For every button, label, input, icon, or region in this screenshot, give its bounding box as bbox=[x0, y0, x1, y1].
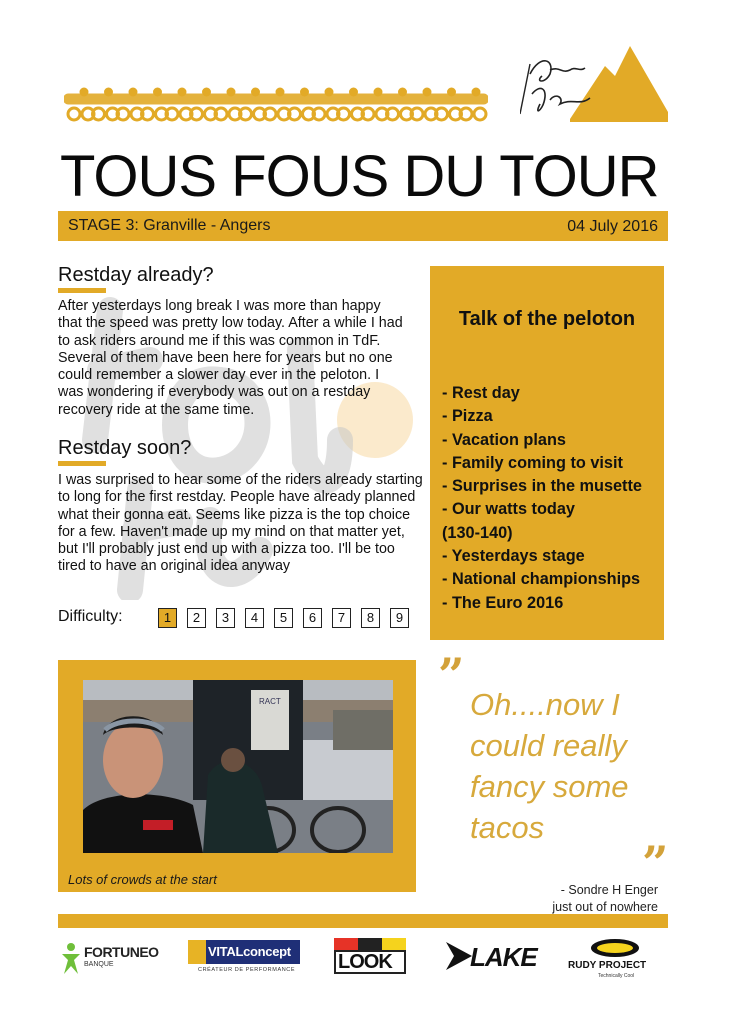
talk-list-item: - Yesterdays stage bbox=[442, 547, 585, 566]
difficulty-level-3: 3 bbox=[216, 608, 235, 628]
rider-silhouette bbox=[400, 89, 406, 95]
rider-silhouette bbox=[130, 89, 136, 95]
photo-frame bbox=[58, 660, 416, 892]
section-heading-restday-already: Restday already? bbox=[58, 264, 214, 286]
rider-silhouette bbox=[106, 89, 112, 95]
heading-underline bbox=[58, 461, 106, 466]
rider-silhouette bbox=[302, 89, 308, 95]
difficulty-level-9: 9 bbox=[390, 608, 409, 628]
page-title: TOUS FOUS DU TOUR bbox=[60, 144, 659, 209]
sponsor-rudy-project bbox=[568, 936, 662, 982]
rider-silhouette bbox=[351, 89, 357, 95]
section-heading-restday-soon: Restday soon? bbox=[58, 437, 192, 459]
lake-logo bbox=[446, 942, 472, 970]
quote-author: - Sondre H Enger bbox=[560, 883, 658, 897]
sponsor-sub: Technically Cool bbox=[598, 973, 635, 979]
close-quote-mark: ” bbox=[642, 836, 669, 890]
rider-selfie-photo bbox=[83, 680, 393, 853]
quote-attribution bbox=[520, 882, 658, 916]
talk-list-item: - Vacation plans bbox=[442, 430, 566, 449]
sponsor-fortuneo bbox=[60, 936, 160, 982]
sponsor-lake bbox=[446, 936, 536, 982]
section-body-restday-soon: I was surprised to hear some of the riders already starting to long for the first restday. People have already planned what their gonna eat. Seems like pizza is the top choice for a few. Haven't made up my mind on that matter yet, but I'll probably just end up with a pizza too. I'll be too tired to have an original idea anyway bbox=[58, 472, 423, 575]
look-logo bbox=[334, 938, 406, 978]
rider-silhouette bbox=[253, 89, 259, 95]
difficulty-level-7: 7 bbox=[332, 608, 351, 628]
sponsor-sub: BANQUE bbox=[84, 961, 114, 968]
rider-silhouette bbox=[473, 89, 479, 95]
stage-label: STAGE 3: Granville - Angers bbox=[68, 217, 271, 234]
rider-silhouette bbox=[155, 89, 161, 95]
fortuneo-figure-icon bbox=[60, 942, 82, 974]
difficulty-level-5: 5 bbox=[274, 608, 293, 628]
talk-list-item: (130-140) bbox=[442, 523, 513, 542]
vital-concept-logo bbox=[188, 940, 300, 964]
rider-silhouette bbox=[81, 89, 87, 95]
section-body-restday-already: After yesterdays long break I was more than happy that the speed was pretty low today. After a while I had to ask riders around me if this was common in TdF. Several of them have been here for years but no one could remember a slower day ever in the peloton. I was wondering if everybody was out on a restday recovery ride at the same time. bbox=[58, 298, 403, 418]
talk-list-item: - Rest day bbox=[442, 384, 520, 402]
sponsor-name: RUDY PROJECT bbox=[568, 960, 647, 971]
difficulty-level-8: 8 bbox=[361, 608, 380, 628]
rider-silhouette bbox=[228, 89, 234, 95]
talk-list bbox=[442, 382, 662, 615]
sponsor-name: LOOK bbox=[338, 951, 392, 973]
heading-underline bbox=[58, 288, 106, 293]
quote-note: just out of nowhere bbox=[552, 900, 658, 914]
signature-mountain-logo bbox=[520, 44, 670, 134]
sponsor-look bbox=[334, 936, 406, 982]
difficulty-level-4: 4 bbox=[245, 608, 264, 628]
rider-silhouette bbox=[424, 89, 430, 95]
stage-sign-text: RACT bbox=[259, 697, 281, 706]
rider-silhouette bbox=[326, 89, 332, 95]
talk-list-item: - Pizza bbox=[442, 407, 493, 426]
sponsor-name: VITALconcept bbox=[208, 944, 291, 959]
talk-list-item: - Family coming to visit bbox=[442, 453, 623, 472]
pull-quote: Oh....now I could really fancy some tacos bbox=[470, 687, 629, 845]
photo-caption: Lots of crowds at the start bbox=[68, 872, 217, 887]
difficulty-level-2: 2 bbox=[187, 608, 206, 628]
rider-silhouette bbox=[68, 108, 80, 120]
difficulty-level-1: 1 bbox=[158, 608, 177, 628]
talk-list-item: - Surprises in the musette bbox=[442, 477, 642, 496]
sponsor-name: LAKE bbox=[470, 942, 537, 972]
stage-date: 04 July 2016 bbox=[567, 218, 658, 235]
rider-silhouette bbox=[375, 89, 381, 95]
talk-title: Talk of the peloton bbox=[458, 308, 636, 330]
rider-silhouette bbox=[179, 89, 185, 95]
sponsor-name: FORTUNEO bbox=[84, 944, 159, 960]
footer-bar bbox=[58, 914, 668, 928]
sponsor-sub: CRÉATEUR DE PERFORMANCE bbox=[198, 967, 296, 973]
talk-list-item: - National championships bbox=[442, 570, 641, 589]
rider-silhouette bbox=[449, 89, 455, 95]
talk-list-item: - Our watts today bbox=[442, 500, 575, 519]
rudy-project-logo bbox=[590, 938, 640, 958]
talk-of-the-peloton-box bbox=[430, 266, 664, 640]
talk-list-item: - The Euro 2016 bbox=[442, 593, 564, 612]
rider-silhouette bbox=[204, 89, 210, 95]
stage-bar bbox=[58, 211, 668, 241]
difficulty-level-6: 6 bbox=[303, 608, 322, 628]
sponsor-vital-concept bbox=[188, 936, 300, 982]
rider-silhouette bbox=[277, 89, 283, 95]
rider-silhouette bbox=[474, 108, 486, 120]
peloton-silhouette-band bbox=[64, 86, 488, 126]
open-quote-mark: ” bbox=[438, 648, 465, 702]
difficulty-label: Difficulty: bbox=[58, 608, 123, 625]
